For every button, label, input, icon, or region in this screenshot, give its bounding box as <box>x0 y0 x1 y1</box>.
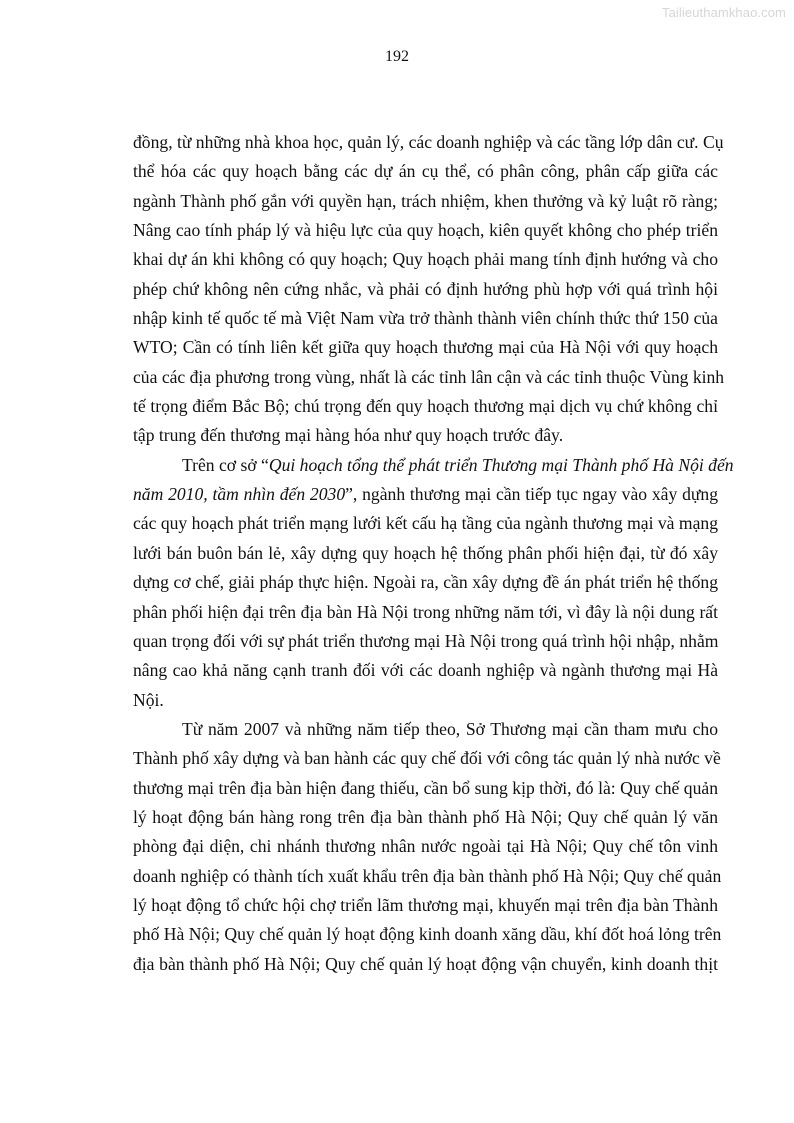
text-line: đồng, từ những nhà khoa học, quản lý, các doanh nghiệp và các tầng lớp dân cư. Cụ <box>133 132 724 152</box>
paragraph-1 <box>133 128 725 451</box>
text-line <box>133 451 734 480</box>
text-line <box>133 480 718 509</box>
text-line: Nội. <box>133 689 164 710</box>
text-line: thương mại trên địa bàn hiện đang thiếu, cần bổ sung kịp thời, đó là: Quy chế quản <box>133 777 718 798</box>
text-line: nâng cao khả năng cạnh tranh đối với các doanh nghiệp và ngành thương mại Hà <box>133 660 718 681</box>
text-run: Trên cơ sở “ <box>182 454 269 475</box>
text-line: của các địa phương trong vùng, nhất là các tỉnh lân cận và các tỉnh thuộc Vùng kinh <box>133 366 725 387</box>
text-line: tập trung đến thương mại hàng hóa như quy hoạch trước đây. <box>133 425 564 446</box>
page-number: 192 <box>385 48 409 65</box>
text-line: phân phối hiện đại trên địa bàn Hà Nội trong những năm tới, vì đây là nội dung rất <box>133 601 718 622</box>
text-line: Từ năm 2007 và những năm tiếp theo, Sở Thương mại cần tham mưu cho <box>182 718 718 739</box>
document-body <box>133 128 734 979</box>
text-line: Nâng cao tính pháp lý và hiệu lực của quy hoạch, kiên quyết không cho phép triển <box>133 220 718 241</box>
text-line: lý hoạt động tổ chức hội chợ triển lãm thương mại, khuyến mại trên địa bàn Thành <box>133 894 718 915</box>
text-line: ngành Thành phố gắn với quyền hạn, trách nhiệm, khen thưởng và kỷ luật rõ ràng; <box>133 190 718 211</box>
text-line: nhập kinh tế quốc tế mà Việt Nam vừa trở thành thành viên chính thức thứ 150 của <box>133 308 718 329</box>
paragraph-3 <box>133 715 722 979</box>
text-line: các quy hoạch phát triển mạng lưới kết cấu hạ tầng của ngành thương mại và mạng <box>133 513 718 534</box>
text-run: ”, ngành thương mại cần tiếp tục ngay vào xây dựng <box>345 484 718 505</box>
text-line: Thành phố xây dựng và ban hành các quy chế đối với công tác quản lý nhà nước về <box>133 748 721 769</box>
watermark: Tailieuthamkhao.com <box>661 5 786 20</box>
text-line: dựng cơ chế, giải pháp thực hiện. Ngoài ra, cần xây dựng đề án phát triển hệ thống <box>133 572 718 593</box>
text-line: quan trọng đối với sự phát triển thương mại Hà Nội trong quá trình hội nhập, nhằm <box>133 630 719 651</box>
text-line: thể hóa các quy hoạch bằng các dự án cụ thể, có phân công, phân cấp giữa các <box>133 161 718 182</box>
text-line: phố Hà Nội; Quy chế quản lý hoạt động kinh doanh xăng dầu, khí đốt hoá lỏng trên <box>133 924 722 945</box>
text-line: khai dự án khi không có quy hoạch; Quy hoạch phải mang tính định hướng và cho <box>133 249 718 270</box>
text-line: lưới bán buôn bán lẻ, xây dựng quy hoạch hệ thống phân phối hiện đại, từ đó xây <box>133 542 718 563</box>
paragraph-2 <box>133 451 734 715</box>
text-line: tế trọng điểm Bắc Bộ; chú trọng đến quy hoạch thương mại dịch vụ chứ không chỉ <box>133 396 718 417</box>
text-line: phòng đại diện, chi nhánh thương nhân nước ngoài tại Hà Nội; Quy chế tôn vinh <box>133 836 718 857</box>
document-title-citation: năm 2010, tầm nhìn đến 2030 <box>133 484 346 505</box>
text-line: doanh nghiệp có thành tích xuất khẩu trên địa bàn thành phố Hà Nội; Quy chế quản <box>133 865 722 886</box>
text-line: địa bàn thành phố Hà Nội; Quy chế quản lý hoạt động vận chuyển, kinh doanh thịt <box>133 953 718 974</box>
text-line: lý hoạt động bán hàng rong trên địa bàn thành phố Hà Nội; Quy chế quản lý văn <box>133 806 718 827</box>
document-title-citation: Qui hoạch tổng thể phát triển Thương mại Thành phố Hà Nội đến <box>268 454 734 475</box>
text-line: phép chứ không nên cứng nhắc, và phải có định hướng phù hợp với quá trình hội <box>133 278 718 299</box>
text-line: WTO; Cần có tính liên kết giữa quy hoạch thương mại của Hà Nội với quy hoạch <box>133 337 718 358</box>
